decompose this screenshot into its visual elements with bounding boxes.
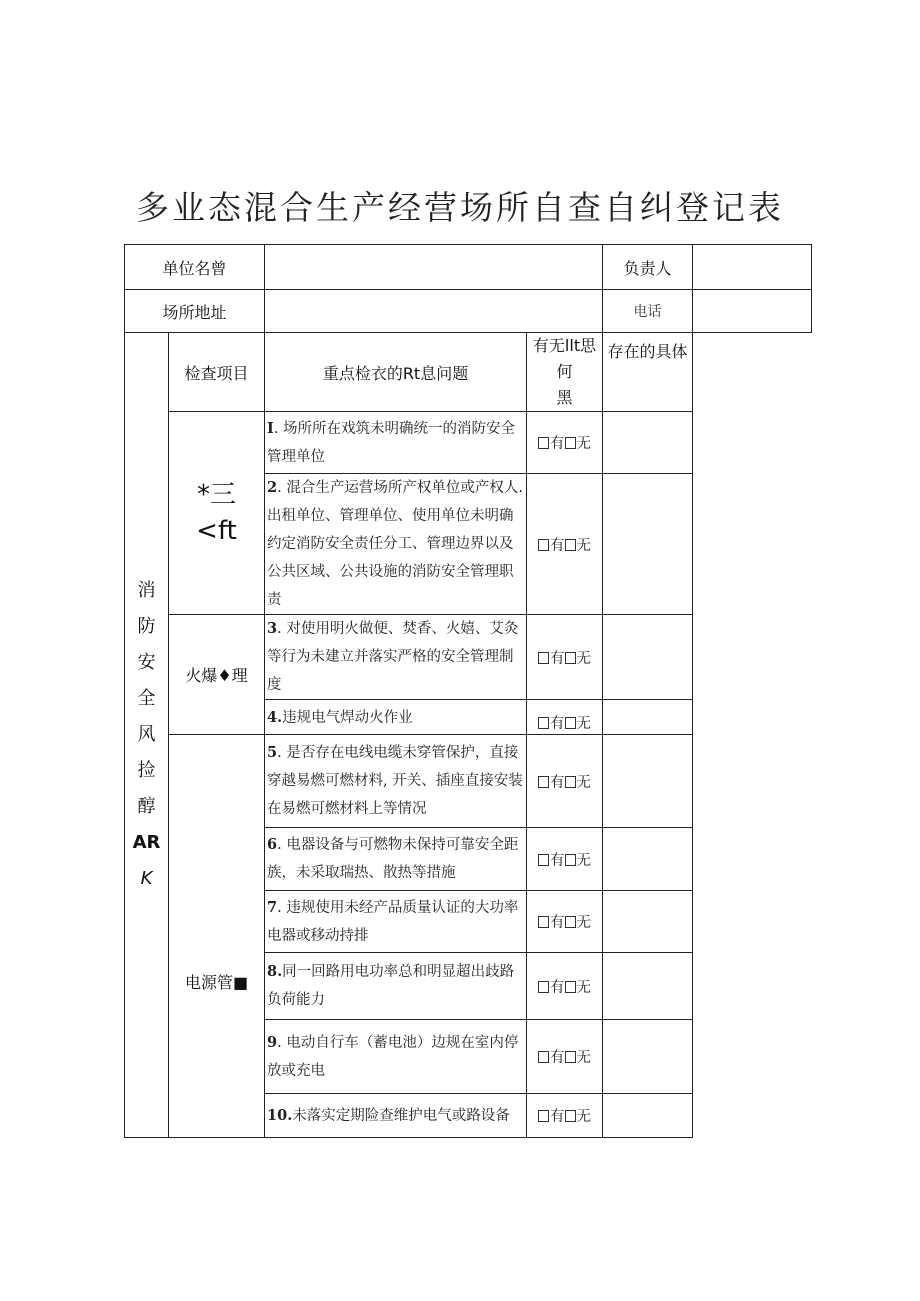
key-issue-header: 重点检衣的Rt息问题 [265, 333, 527, 412]
item-4-details[interactable] [603, 700, 693, 735]
item-1-checkbox[interactable] [527, 412, 603, 474]
group-power-management: 电源管■ [169, 735, 265, 1138]
checkbox-yes-icon[interactable] [538, 1110, 549, 1122]
form-title: 多业态混合生产经营场所自查自纠登记表 [136, 188, 784, 227]
item-8-details[interactable] [603, 953, 693, 1020]
check-item-header: 检查项目 [169, 333, 265, 412]
item-number: 7 [267, 898, 278, 916]
unit-name-label: 单位名曾 [125, 245, 265, 290]
item-5 [265, 735, 527, 828]
checkbox-no-icon[interactable] [565, 1110, 576, 1122]
category-char: AR [132, 832, 161, 853]
item-7 [265, 891, 527, 953]
option-yes: 有 [550, 650, 565, 667]
self-check-form [124, 244, 812, 1138]
category-char: 醇 [137, 796, 156, 817]
item-3 [265, 615, 527, 700]
address-label: 场所地址 [125, 290, 265, 333]
item-text: . 违规使用未经产品质量认证的大功率电器或移动持排 [267, 899, 519, 944]
option-no: 无 [576, 852, 592, 869]
item-number: 5 [267, 744, 278, 761]
has-issue-header [527, 333, 603, 412]
address-field[interactable] [265, 290, 603, 333]
checkbox-no-icon[interactable] [565, 854, 576, 866]
option-yes: 有 [550, 1050, 565, 1066]
item-2 [265, 474, 527, 615]
phone-label: 电话 [603, 290, 693, 333]
item-number: 10. [267, 1106, 293, 1124]
group-management-line1: *三 [197, 480, 237, 510]
item-10-checkbox[interactable] [527, 1094, 603, 1138]
item-8-checkbox[interactable] [527, 953, 603, 1020]
item-text: . 场所所在戏筑未明确统一的消防安全管理单位 [267, 421, 516, 465]
item-text: 违规电气焊动火作业 [282, 710, 413, 726]
item-9-details[interactable] [603, 1020, 693, 1094]
category-char: 安 [137, 652, 156, 673]
item-number: 8. [267, 963, 283, 980]
option-no: 无 [576, 537, 592, 554]
checkbox-yes-icon[interactable] [538, 652, 549, 664]
checkbox-no-icon[interactable] [565, 981, 576, 993]
item-number: 4. [267, 709, 283, 726]
category-char: 防 [137, 616, 156, 637]
checkbox-no-icon[interactable] [565, 717, 576, 729]
option-yes: 有 [550, 915, 565, 931]
item-3-details[interactable] [603, 615, 693, 700]
checkbox-no-icon[interactable] [565, 539, 576, 551]
item-number: I [267, 420, 274, 437]
checkbox-no-icon[interactable] [565, 1051, 576, 1063]
item-text: 同一回路用电功率总和明显超出歧路负荷能力 [267, 964, 515, 1008]
item-7-details[interactable] [603, 891, 693, 953]
option-no: 无 [576, 716, 592, 732]
category-char: 风 [137, 724, 156, 745]
checkbox-no-icon[interactable] [565, 652, 576, 664]
item-text: . 电器设备与可燃物未保持可靠安全距族，未采取瑞热、散热等措施 [267, 837, 519, 881]
group-fire-control: 火爆♦理 [169, 615, 265, 735]
item-6-details[interactable] [603, 828, 693, 891]
checkbox-yes-icon[interactable] [538, 1051, 549, 1063]
item-6 [265, 828, 527, 891]
item-2-details[interactable] [603, 474, 693, 615]
item-6-checkbox[interactable] [527, 828, 603, 891]
item-number: 9 [267, 1033, 278, 1051]
option-yes: 有 [550, 537, 565, 554]
item-text: 未落实定期险查维护电气或路设备 [292, 1107, 510, 1124]
item-7-checkbox[interactable] [527, 891, 603, 953]
checkbox-no-icon[interactable] [565, 916, 576, 928]
item-2-checkbox[interactable] [527, 474, 603, 615]
group-management [169, 412, 265, 615]
has-issue-header-line2: 黑 [556, 388, 573, 407]
checkbox-yes-icon[interactable] [538, 981, 549, 993]
item-1-details[interactable] [603, 412, 693, 474]
checkbox-yes-icon[interactable] [538, 854, 549, 866]
category-char: 消 [137, 580, 156, 601]
option-yes: 有 [550, 716, 565, 732]
item-10-details[interactable] [603, 1094, 693, 1138]
item-1 [265, 412, 527, 474]
checkbox-no-icon[interactable] [565, 776, 576, 788]
checkbox-yes-icon[interactable] [538, 776, 549, 788]
item-10 [265, 1094, 527, 1138]
category-char: 捡 [137, 760, 156, 781]
item-3-checkbox[interactable] [527, 615, 603, 700]
owner-label: 负责人 [603, 245, 693, 290]
item-text: . 电动自行车（蓄电池）边规在室内停放或充电 [267, 1034, 519, 1079]
item-number: 3 [267, 620, 278, 637]
item-5-details[interactable] [603, 735, 693, 828]
option-yes: 有 [550, 979, 565, 996]
option-yes: 有 [550, 774, 565, 791]
item-4-checkbox[interactable] [527, 700, 603, 735]
item-text: . 是否存在电线电缆未穿管保护，直接穿越易燃可燃材料, 开关、插座直接安装在易燃可燃材料上等情况 [267, 745, 523, 817]
group-management-line2: <ft [196, 516, 237, 546]
item-5-checkbox[interactable] [527, 735, 603, 828]
checkbox-yes-icon[interactable] [538, 539, 549, 551]
item-text: . 对使用明火做便、焚香、火嬉、艾灸等行为未建立并落实严格的安全管理制度 [267, 621, 519, 693]
option-yes: 有 [550, 1109, 565, 1125]
checkbox-yes-icon[interactable] [538, 717, 549, 729]
owner-field[interactable] [693, 245, 812, 290]
item-9 [265, 1020, 527, 1094]
details-header: 存在的具体 [603, 333, 693, 412]
checkbox-yes-icon[interactable] [538, 916, 549, 928]
phone-field[interactable] [693, 290, 812, 333]
checkbox-no-icon[interactable] [565, 437, 576, 449]
unit-name-field[interactable] [265, 245, 603, 290]
option-no: 无 [576, 650, 592, 667]
option-yes: 有 [550, 436, 565, 452]
category-char: 全 [137, 688, 156, 709]
category-char: K [140, 868, 153, 889]
option-no: 无 [576, 915, 592, 931]
option-no: 无 [576, 1050, 592, 1066]
option-no: 无 [576, 436, 592, 452]
item-9-checkbox[interactable] [527, 1020, 603, 1094]
checkbox-yes-icon[interactable] [538, 437, 549, 449]
item-text: . 混合生产运营场所产权单位或产权人. 出租单位、管理单位、使用单位未明确约定消防安全责任分工、管理边界以及公共区域、公共设施的消防安全管理职责 [267, 480, 523, 608]
option-no: 无 [576, 979, 592, 996]
option-no: 无 [576, 1109, 592, 1125]
option-yes: 有 [550, 852, 565, 869]
item-number: 6 [267, 836, 278, 853]
option-no: 无 [576, 774, 592, 791]
category-label [125, 333, 169, 1138]
item-8 [265, 953, 527, 1020]
has-issue-header-line1: 有无llt思何 [532, 336, 597, 381]
item-number: 2 [267, 479, 278, 496]
item-4 [265, 700, 527, 735]
